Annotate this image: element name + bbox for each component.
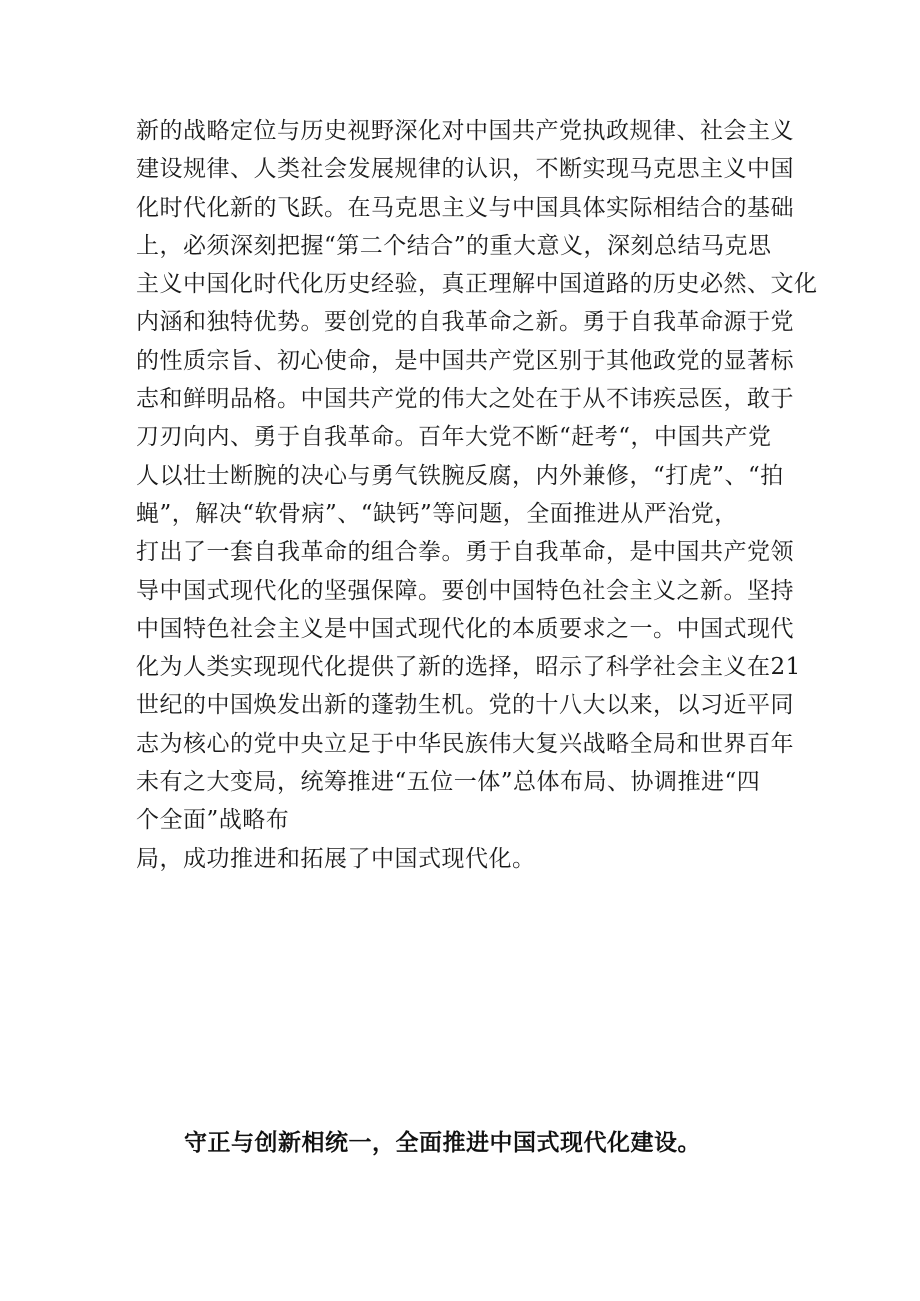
- paragraph-line: 刀刃向内、勇于自我革命。百年大党不断“赶考“，中国共产党: [136, 424, 772, 451]
- paragraph-line: 化为人类实现现代化提供了新的选择，昭示了科学社会主义在21: [136, 654, 801, 681]
- paragraph-line: 个全面”战略布: [136, 807, 290, 834]
- paragraph-line: 建设规律、人类社会发展规律的认识，不断实现马克思主义中国: [136, 156, 794, 183]
- paragraph-line: 化时代化新的飞跃。在马克思主义与中国具体实际相结合的基础: [136, 194, 794, 221]
- paragraph-line: 打出了一套自我革命的组合拳。勇于自我革命，是中国共产党领: [136, 539, 794, 566]
- paragraph-line: 人以壮士断腕的决心与勇气铁腕反腐，内外兼修，“打虎”、“拍: [136, 462, 784, 489]
- paragraph-line: 志和鲜明品格。中国共产党的伟大之处在于从不讳疾忌医，敢于: [136, 386, 794, 413]
- paragraph-line: 志为核心的党中央立足于中华民族伟大复兴战略全局和世界百年: [136, 730, 794, 757]
- paragraph-line: 未有之大变局，统筹推进“五位一体”总体布局、协调推进“四: [136, 769, 761, 796]
- paragraph-line: 上，必须深刻把握“第二个结合”的重大意义，深刻总结马克思: [136, 232, 772, 259]
- paragraph-line: 导中国式现代化的坚强保障。要创中国特色社会主义之新。坚持: [136, 577, 794, 604]
- paragraph-line: 世纪的中国焕发出新的蓬勃生机。党的十八大以来，以习近平同: [136, 692, 794, 719]
- paragraph-line: 内涵和独特优势。要创党的自我革命之新。勇于自我革命源于党: [136, 309, 794, 336]
- paragraph-line: 主义中国化时代化历史经验，真正理解中国道路的历史必然、文化: [136, 271, 818, 298]
- paragraph-line: 中国特色社会主义是中国式现代化的本质要求之一。中国式现代: [136, 615, 794, 642]
- paragraph-line: 蝇”，解决“软骨病”、“缺钙”等问题，全面推进从严治党，: [136, 500, 738, 527]
- paragraph-line: 新的战略定位与历史视野深化对中国共产党执政规律、社会主义: [136, 118, 794, 144]
- section-heading: 守正与创新相统一，全面推进中国式现代化建设。: [184, 1130, 701, 1156]
- paragraph-line: 局，成功推进和拓展了中国式现代化。: [136, 845, 536, 872]
- paragraph-line: 的性质宗旨、初心使命，是中国共产党区别于其他政党的显著标: [136, 347, 794, 374]
- body-paragraph: [136, 112, 818, 878]
